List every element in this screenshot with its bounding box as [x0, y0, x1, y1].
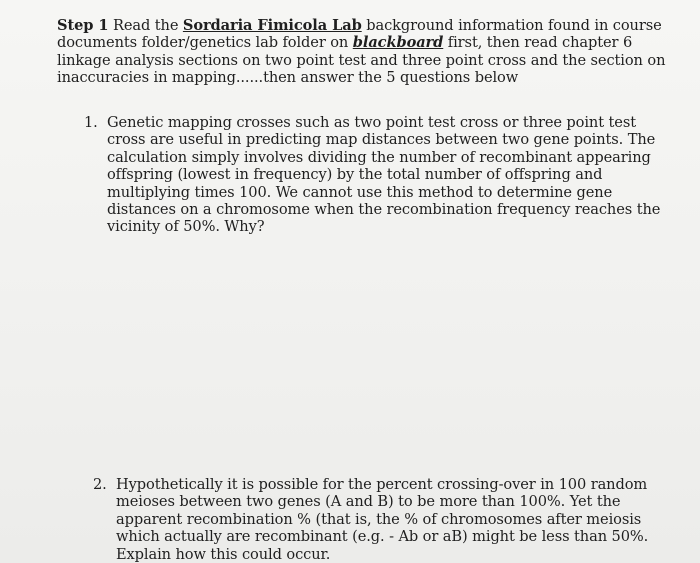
- question-1-text: Genetic mapping crosses such as two point test cross or three point test cross are useful in predicting map distances between two gene points. The calculation simply involves dividing the number of recombinant appearing offspring (lowest in frequency) by the total number of offspring and multiplying times 100. We cannot use this method to determine gene distances on a chromosome when the recombination frequency reaches the vicinity of 50%. Why?: [107, 114, 661, 236]
- intro-text-2: background information found in course documents folder/genetics lab folder on: [57, 17, 662, 52]
- lab-name-link: Sordaria Fimicola Lab: [182, 17, 362, 34]
- intro-text-3: first, then read chapter 6 linkage analysis sections on two point test and three point cross and the section on inaccuracies in mapping......then answer the 5 questions below: [57, 34, 666, 87]
- step-1-instructions: [57, 17, 679, 87]
- step-label: Step 1: [57, 17, 109, 34]
- question-1-number: 1.: [84, 114, 98, 131]
- question-2-number: 2.: [93, 476, 107, 493]
- question-2-text: Hypothetically it is possible for the percent crossing-over in 100 random meioses between two genes (A and B) to be more than 100%. Yet the apparent recombination % (that is, the % of chromosomes after meiosis which actually are recombinant (e.g. - Ab or aB) might be less than 50%. Explain how this could occur.: [116, 476, 649, 563]
- question-1: [84, 114, 674, 236]
- question-2: [93, 476, 673, 563]
- blackboard-link: blackboard: [352, 34, 444, 52]
- intro-text-1: Read the: [108, 17, 183, 34]
